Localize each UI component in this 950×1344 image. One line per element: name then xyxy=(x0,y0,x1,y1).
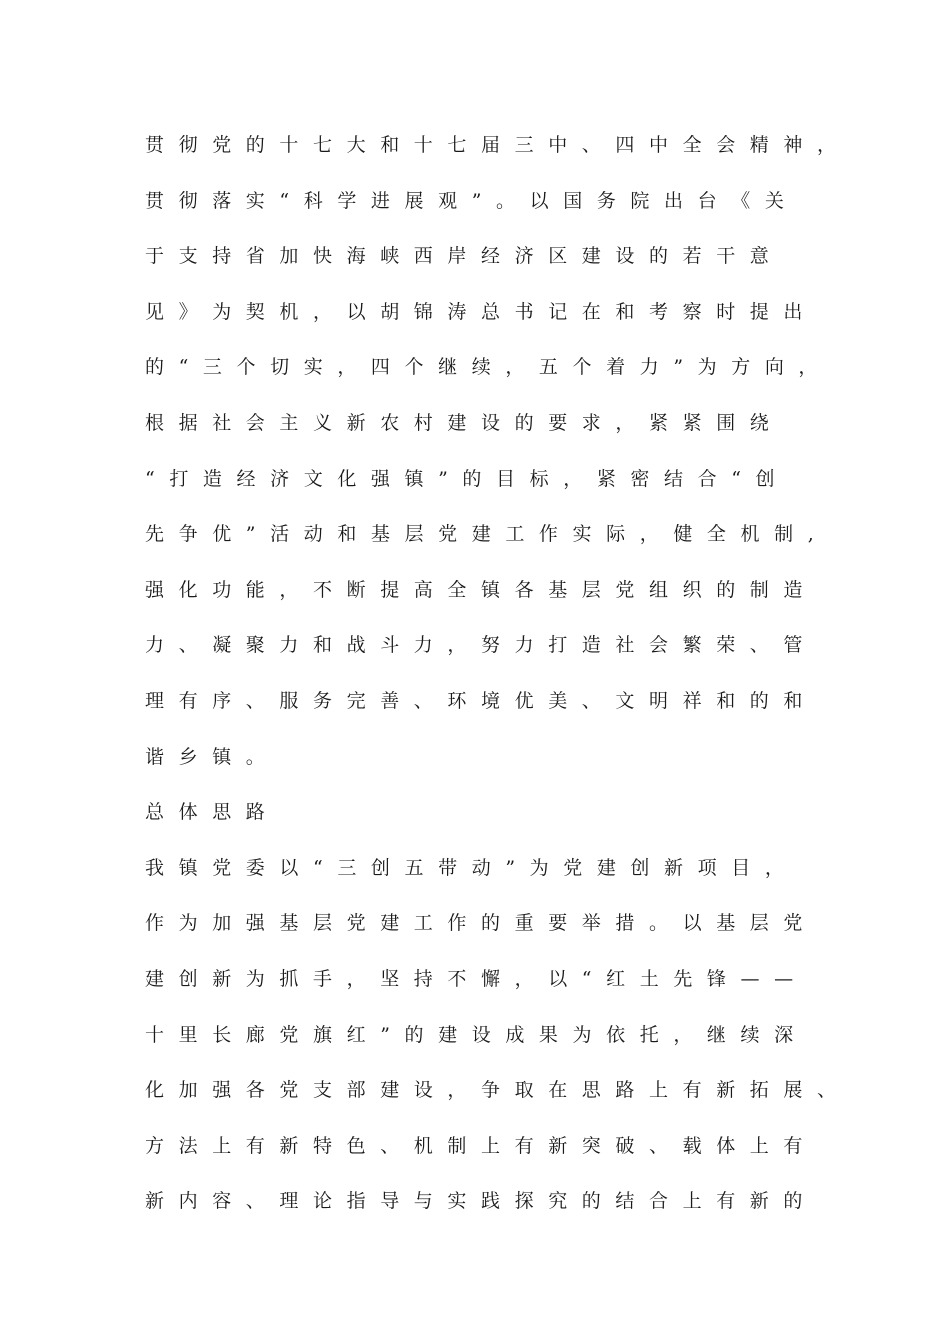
text-line-14: 我镇党委以“三创五带动”为党建创新项目， xyxy=(145,856,799,879)
text-line-7: “打造经济文化强镇”的目标，紧密结合“创 xyxy=(145,467,790,490)
text-line-19: 方法上有新特色、机制上有新突破、载体上有 xyxy=(145,1134,818,1157)
text-line-15: 作为加强基层党建工作的重要举措。以基层党 xyxy=(145,912,818,935)
text-line-3: 于支持省加快海峡西岸经济区建设的若干意 xyxy=(145,245,784,268)
text-line-4: 见》为契机，以胡锦涛总书记在和考察时提出 xyxy=(145,300,818,323)
text-line-5: 的“三个切实，四个继续，五个着力”为方向， xyxy=(145,356,833,379)
text-line-11: 理有序、服务完善、环境优美、文明祥和的和 xyxy=(145,689,818,712)
text-line-20: 新内容、理论指导与实践探究的结合上有新的 xyxy=(145,1190,818,1213)
text-line-8: 先争优”活动和基层党建工作实际，健全机制, xyxy=(145,523,829,546)
document-body xyxy=(145,127,851,1239)
text-line-6: 根据社会主义新农村建设的要求，紧紧围绕 xyxy=(145,411,784,434)
text-line-17: 十里长廊党旗红”的建设成果为依托，继续深 xyxy=(145,1023,808,1046)
text-line-18: 化加强各党支部建设，争取在思路上有新拓展、 xyxy=(145,1079,851,1102)
text-line-16: 建创新为抓手，坚持不懈，以“红土先锋—— xyxy=(145,967,808,990)
text-line-1: 贯彻党的十七大和十七届三中、四中全会精神， xyxy=(145,134,851,156)
text-line-12: 谐乡镇。 xyxy=(145,745,280,768)
text-line-10: 力、凝聚力和战斗力，努力打造社会繁荣、管 xyxy=(145,634,818,657)
section-heading: 总体思路 xyxy=(145,801,280,824)
text-line-9: 强化功能，不断提高全镇各基层党组织的制造 xyxy=(145,578,818,601)
text-line-2: 贯彻落实“科学进展观”。以国务院出台《关 xyxy=(145,189,799,212)
